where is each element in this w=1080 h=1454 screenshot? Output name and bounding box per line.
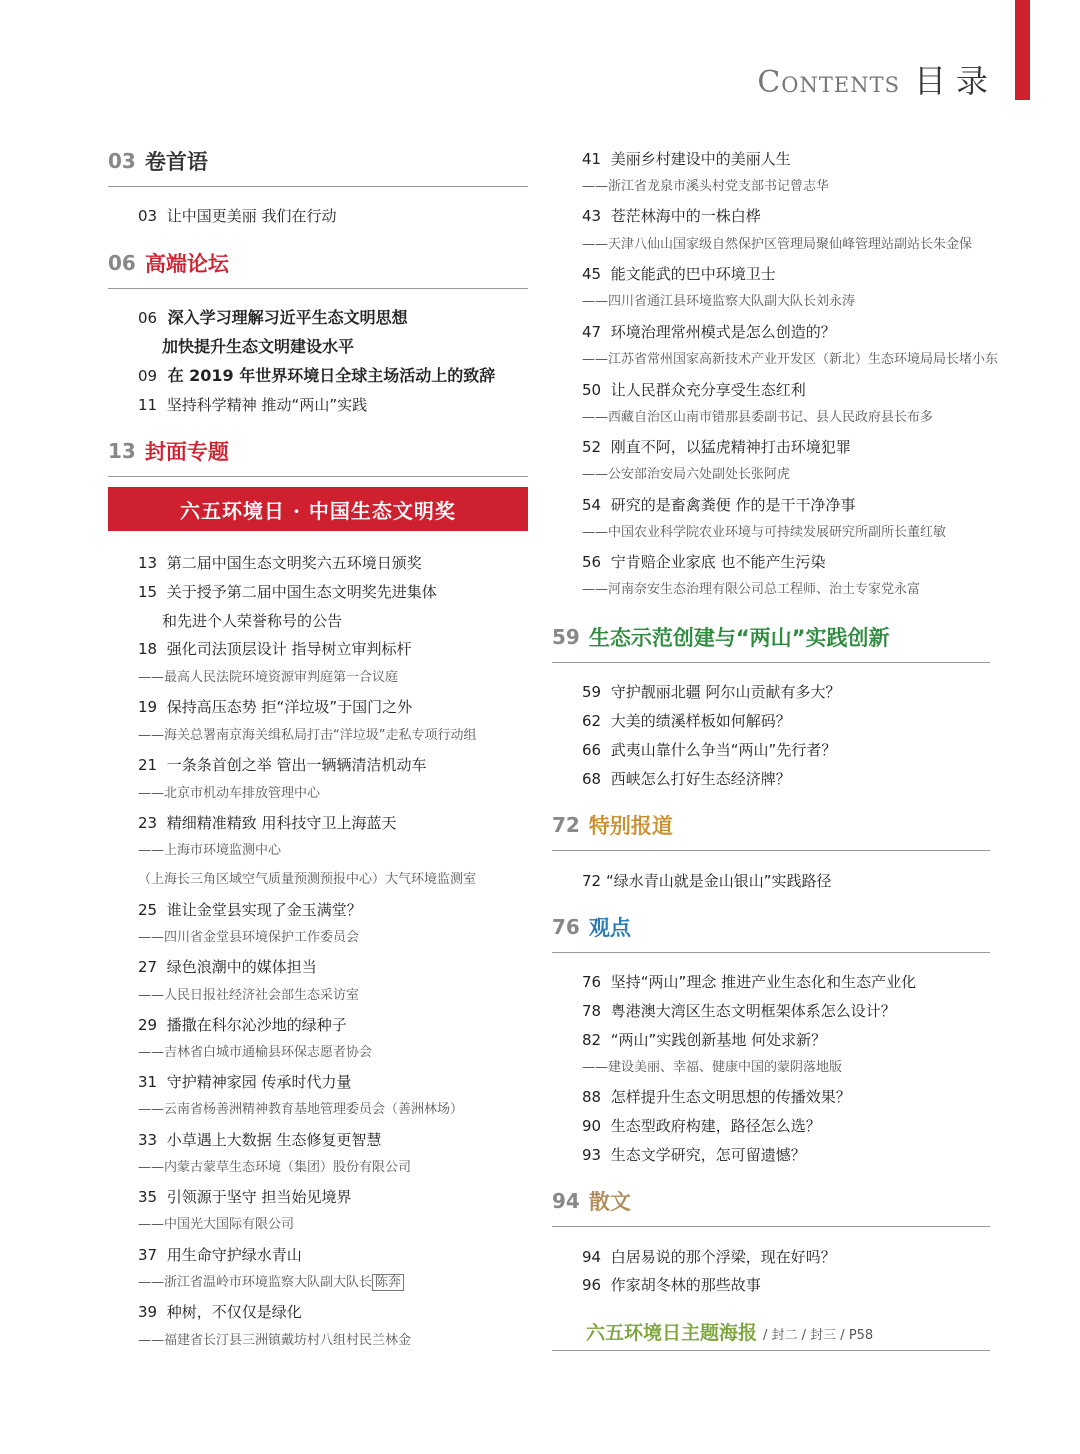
toc-item[interactable]: 33 小草遇上大数据 生态修复更智慧	[138, 1131, 382, 1149]
poster-title: 六五环境日主题海报	[586, 1322, 758, 1344]
section-cover-topic: 13 封面专题	[108, 436, 528, 477]
poster-link[interactable]	[586, 1318, 873, 1345]
toc-sub: ——中国农业科学院农业环境与可持续发展研究所副所长董红敏	[582, 525, 947, 540]
toc-item[interactable]: 54 研究的是畜禽粪便 作的是干干净净事	[582, 496, 856, 514]
contents-en: Contents	[757, 65, 900, 100]
section-special-report: 72 特别报道	[552, 810, 990, 851]
toc-item[interactable]: 88 怎样提升生态文明思想的传播效果？	[582, 1088, 851, 1106]
section-eco-demo: 59 生态示范创建与“两山”实践创新	[552, 622, 990, 663]
toc-item[interactable]: 66 武夷山靠什么争当“两山”先行者？	[582, 741, 837, 759]
toc-item[interactable]: 41 美丽乡村建设中的美丽人生	[582, 150, 791, 168]
toc-sub: ——海关总署南京海关缉私局打击“洋垃圾”走私专项行动组	[138, 728, 477, 743]
toc-sub: ——北京市机动车排放管理中心	[138, 786, 321, 801]
toc-item[interactable]: 39 种树，不仅仅是绿化	[138, 1303, 302, 1321]
toc-item[interactable]: 23 精细精准精致 用科技守卫上海蓝天	[138, 814, 397, 832]
toc-sub: ——上海市环境监测中心	[138, 843, 282, 858]
cover-banner: 六五环境日 · 中国生态文明奖	[108, 487, 528, 531]
toc-sub: （上海长三角区域空气质量预测预报中心）大气环境监测室	[138, 872, 477, 887]
toc-item-cont: 加快提升生态文明建设水平	[162, 337, 355, 356]
toc-item[interactable]: 76 坚持“两山”理念 推进产业生态化和生态产业化	[582, 973, 917, 991]
toc-item[interactable]: 15 关于授予第二届中国生态文明奖先进集体	[138, 583, 437, 601]
toc-sub: ——福建省长汀县三洲镇戴坊村八组村民兰林金	[138, 1333, 412, 1348]
toc-item[interactable]: 47 环境治理常州模式是怎么创造的？	[582, 323, 836, 341]
toc-item[interactable]: 45 能文能武的巴中环境卫士	[582, 265, 776, 283]
toc-item[interactable]: 82 “两山”实践创新基地 何处求新？	[582, 1031, 827, 1049]
toc-item[interactable]: 37 用生命守护绿水青山	[138, 1246, 302, 1264]
poster-pages: / 封二 / 封三 / P58	[763, 1328, 874, 1343]
toc-item[interactable]: 78 粤港澳大湾区生态文明框架体系怎么设计？	[582, 1002, 896, 1020]
toc-item[interactable]: 90 生态型政府构建，路径怎么选？	[582, 1117, 821, 1135]
section-essay: 94 散文	[552, 1186, 990, 1227]
toc-item[interactable]: 27 绿色浪潮中的媒体担当	[138, 958, 317, 976]
toc-item[interactable]: 31 守护精神家园 传承时代力量	[138, 1073, 352, 1091]
toc-item[interactable]: 25 谁让金堂县实现了金玉满堂？	[138, 901, 362, 919]
toc-sub: ——中国光大国际有限公司	[138, 1217, 295, 1232]
toc-sub: ——云南省杨善洲精神教育基地管理委员会（善洲林场）	[138, 1102, 464, 1117]
toc-sub: ——四川省金堂县环境保护工作委员会	[138, 930, 360, 945]
toc-sub: ——最高人民法院环境资源审判庭第一合议庭	[138, 670, 399, 685]
toc-item[interactable]: 18 强化司法顶层设计 指导树立审判标杆	[138, 640, 412, 658]
toc-item[interactable]: 62 大美的绩溪样板如何解码？	[582, 712, 791, 730]
toc-item[interactable]: 94 白居易说的那个浮梁，现在好吗？	[582, 1248, 836, 1266]
toc-item[interactable]: 29 播撒在科尔沁沙地的绿种子	[138, 1016, 347, 1034]
toc-sub: ——人民日报社经济社会部生态采访室	[138, 988, 360, 1003]
toc-sub: ——河南奈安生态治理有限公司总工程师、治土专家党永富	[582, 582, 921, 597]
section-forum: 06 高端论坛	[108, 248, 528, 289]
toc-item[interactable]: 72 “绿水青山就是金山银山”实践路径	[582, 872, 832, 890]
toc-sub: ——浙江省龙泉市溪头村党支部书记曾志华	[582, 179, 830, 194]
toc-item[interactable]: 50 让人民群众充分享受生态红利	[582, 381, 806, 399]
toc-sub: ——吉林省白城市通榆县环保志愿者协会	[138, 1045, 373, 1060]
section-preface: 03 卷首语	[108, 146, 528, 187]
name-box: 陈奔	[372, 1274, 404, 1291]
toc-item[interactable]: 59 守护靓丽北疆 阿尔山贡献有多大？	[582, 683, 841, 701]
toc-item[interactable]: 03 让中国更美丽 我们在行动	[138, 207, 337, 225]
toc-sub: ——江苏省常州国家高新技术产业开发区（新北）生态环境局局长堵小东	[582, 352, 999, 367]
toc-item[interactable]: 68 西峡怎么打好生态经济牌？	[582, 770, 791, 788]
toc-item[interactable]: 56 宁肯赔企业家底 也不能产生污染	[582, 553, 826, 571]
toc-item[interactable]: 43 苍茫林海中的一株白桦	[582, 207, 761, 225]
toc-sub: ——浙江省温岭市环境监察大队副大队长 陈奔	[138, 1274, 404, 1292]
corner-red-bar	[1015, 0, 1030, 100]
toc-sub: ——建设美丽、幸福、健康中国的蒙阴落地版	[582, 1060, 843, 1075]
toc-item-cont: 和先进个人荣誉称号的公告	[162, 612, 343, 630]
toc-item[interactable]: 93 生态文学研究，怎可留遗憾？	[582, 1146, 806, 1164]
contents-cn: 目录	[913, 62, 998, 100]
toc-item[interactable]: 35 引领源于坚守 担当始见境界	[138, 1188, 352, 1206]
toc-item[interactable]: 06 深入学习理解习近平生态文明思想	[138, 308, 408, 327]
toc-sub: ——西藏自治区山南市错那县委副书记、县人民政府县长布多	[582, 410, 934, 425]
toc-item[interactable]: 96 作家胡冬林的那些故事	[582, 1276, 761, 1294]
toc-item[interactable]: 09 在 2019 年世界环境日全球主场活动上的致辞	[138, 366, 496, 385]
toc-item[interactable]: 11 坚持科学精神 推动“两山”实践	[138, 396, 368, 414]
toc-item[interactable]: 13 第二届中国生态文明奖六五环境日颁奖	[138, 554, 422, 572]
section-viewpoint: 76 观点	[552, 912, 990, 953]
bottom-divider	[552, 1350, 990, 1351]
toc-item[interactable]: 19 保持高压态势 拒“洋垃圾”于国门之外	[138, 698, 413, 716]
toc-sub: ——内蒙古蒙草生态环境（集团）股份有限公司	[138, 1160, 412, 1175]
toc-item[interactable]: 52 刚直不阿，以猛虎精神打击环境犯罪	[582, 438, 851, 456]
toc-sub: ——四川省通江县环境监察大队副大队长刘永涛	[582, 294, 856, 309]
contents-heading	[757, 56, 998, 102]
toc-sub: ——天津八仙山国家级自然保护区管理局聚仙峰管理站副站长朱金保	[582, 237, 973, 252]
toc-sub: ——公安部治安局六处副处长张阿虎	[582, 467, 791, 482]
toc-item[interactable]: 21 一条条首创之举 管出一辆辆清洁机动车	[138, 756, 427, 774]
